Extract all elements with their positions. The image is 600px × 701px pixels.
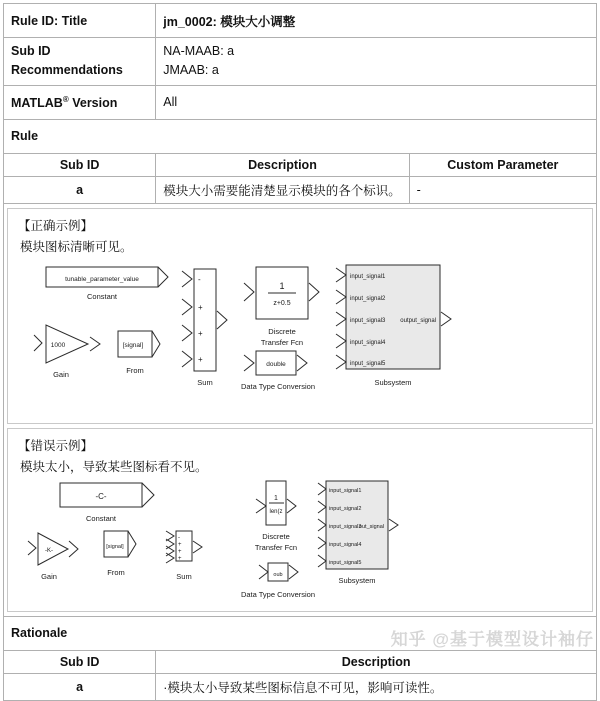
- sum-sign-4: +: [198, 354, 203, 364]
- table-row-sub-id-recommendations: [4, 38, 597, 86]
- wrong-dtf-numerator: 1: [274, 494, 278, 502]
- subsystem-input-3: input_signal3: [350, 317, 386, 324]
- dtf-denominator: z+0.5: [273, 299, 291, 307]
- wrong-sum-sign-3: +: [178, 548, 182, 555]
- matlab-word: MATLAB: [11, 95, 63, 110]
- wrong-gain-block-label: Gain: [41, 571, 57, 581]
- rule-row-custom-parameter: -: [409, 176, 596, 203]
- correct-example-heading: 【正确示例】: [18, 218, 94, 233]
- col-header-description: Description: [156, 153, 409, 176]
- rule-document-table: [3, 3, 597, 701]
- wrong-example-diagram: [16, 479, 584, 607]
- wrong-subsystem-input-5: input_signal5: [329, 559, 362, 566]
- wrong-from-block-text: [signal]: [106, 543, 124, 550]
- wrong-dtf-label-line2: Transfer Fcn: [254, 542, 298, 552]
- sum-sign-2: +: [198, 302, 203, 312]
- sum-sign-1: -: [198, 274, 201, 284]
- wrong-example-caption: 模块太小，导致某些图标看不见。: [20, 459, 208, 474]
- dtf-numerator: 1: [279, 280, 285, 291]
- col-header-custom-parameter: Custom Parameter: [409, 153, 596, 176]
- jmaab-value: JMAAB: a: [163, 63, 219, 78]
- wrong-constant-block-text: -C-: [95, 491, 107, 501]
- wrong-dtc-block-text: oub: [273, 571, 283, 578]
- sub-id-recommendations-value: [156, 38, 597, 86]
- wrong-from-block-label: From: [107, 567, 125, 577]
- wrong-sum-sign-1: -: [178, 534, 180, 541]
- dtc-block-text: double: [266, 360, 286, 368]
- wrong-subsystem-label: Subsystem: [338, 575, 376, 585]
- sub-id-recommendations-label: [4, 38, 156, 86]
- wrong-dtf-label-line1: Discrete: [262, 531, 290, 541]
- matlab-version-value: All: [156, 85, 597, 119]
- rationale-row-description: ·模块太小导致某些图标信息不可见，影响可读性。: [156, 673, 597, 700]
- sum-block-label: Sum: [197, 377, 213, 387]
- rationale-section-banner: Rationale: [4, 616, 597, 650]
- table-row-rationale-a: [4, 673, 597, 700]
- constant-block-label: Constant: [86, 291, 118, 301]
- wrong-sum-block-label: Sum: [176, 571, 192, 581]
- wrong-example-heading: 【错误示例】: [18, 438, 94, 453]
- rule-row-description: 模块大小需要能清楚显示模块的各个标识。: [156, 176, 409, 203]
- rationale-row-sub-id: a: [4, 673, 156, 700]
- wrong-subsystem-input-1: input_signal1: [329, 487, 362, 494]
- watermark: 知乎 @基于模型设计袖仔: [390, 630, 594, 649]
- subsystem-input-4: input_signal4: [350, 339, 386, 346]
- registered-icon: ®: [62, 94, 69, 104]
- sub-id-label-line2: Recommendations: [11, 63, 123, 78]
- wrong-subsystem-input-3: input_signal3: [329, 523, 362, 530]
- rule-id-label: Rule ID: Title: [4, 4, 156, 38]
- rationale-col-header-sub-id: Sub ID: [4, 650, 156, 673]
- sub-id-label-line1: Sub ID: [11, 44, 51, 58]
- table-row-rule-banner: [4, 119, 597, 153]
- rule-id-value: jm_0002: 模块大小调整: [156, 4, 597, 38]
- dtc-block-label: Data Type Conversion: [240, 381, 316, 391]
- table-row-rationale-banner: [4, 616, 597, 650]
- matlab-version-label: [4, 85, 156, 119]
- gain-block-label: Gain: [53, 369, 69, 379]
- constant-block-text: tunable_parameter_value: [65, 275, 139, 283]
- from-block-label: From: [126, 365, 144, 375]
- sum-sign-3: +: [198, 328, 203, 338]
- wrong-constant-block-label: Constant: [85, 513, 117, 523]
- rule-section-banner: Rule: [4, 119, 597, 153]
- wrong-subsystem-input-4: input_signal4: [329, 541, 362, 548]
- gain-block-text: 1000: [50, 341, 66, 349]
- table-row-rule-headers: [4, 153, 597, 176]
- wrong-example-box: [7, 428, 593, 612]
- dtf-label-line2: Transfer Fcn: [260, 337, 304, 347]
- table-row-rule-id: [4, 4, 597, 38]
- wrong-dtc-block-label: Data Type Conversion: [240, 589, 316, 599]
- table-row-examples: [4, 203, 597, 616]
- correct-example-diagram: [16, 259, 584, 419]
- subsystem-input-1: input_signal1: [350, 273, 386, 280]
- subsystem-label: Subsystem: [374, 377, 412, 387]
- subsystem-input-2: input_signal2: [350, 295, 386, 302]
- col-header-sub-id: Sub ID: [4, 153, 156, 176]
- wrong-subsystem-output: out_signal: [358, 523, 384, 530]
- na-maab-value: NA-MAAB: a: [163, 44, 235, 58]
- table-row-rule-a: [4, 176, 597, 203]
- from-block-text: [signal]: [122, 341, 144, 349]
- wrong-subsystem-input-2: input_signal2: [329, 505, 362, 512]
- wrong-sum-sign-2: +: [178, 541, 182, 548]
- correct-example-caption: 模块图标清晰可见。: [20, 239, 133, 254]
- table-row-matlab-version: [4, 85, 597, 119]
- subsystem-input-5: input_signal5: [350, 360, 386, 367]
- wrong-gain-block-text: -K-: [45, 547, 53, 554]
- correct-example-box: [7, 208, 593, 424]
- version-word: Version: [68, 95, 118, 110]
- examples-cell: [4, 203, 597, 616]
- dtf-label-line1: Discrete: [268, 326, 296, 336]
- table-row-rationale-headers: [4, 650, 597, 673]
- subsystem-output: output_signal: [400, 317, 436, 324]
- rationale-col-header-description: Description: [156, 650, 597, 673]
- wrong-dtf-denominator: len(z: [269, 508, 283, 515]
- wrong-sum-sign-4: +: [178, 555, 182, 562]
- rule-row-sub-id: a: [4, 176, 156, 203]
